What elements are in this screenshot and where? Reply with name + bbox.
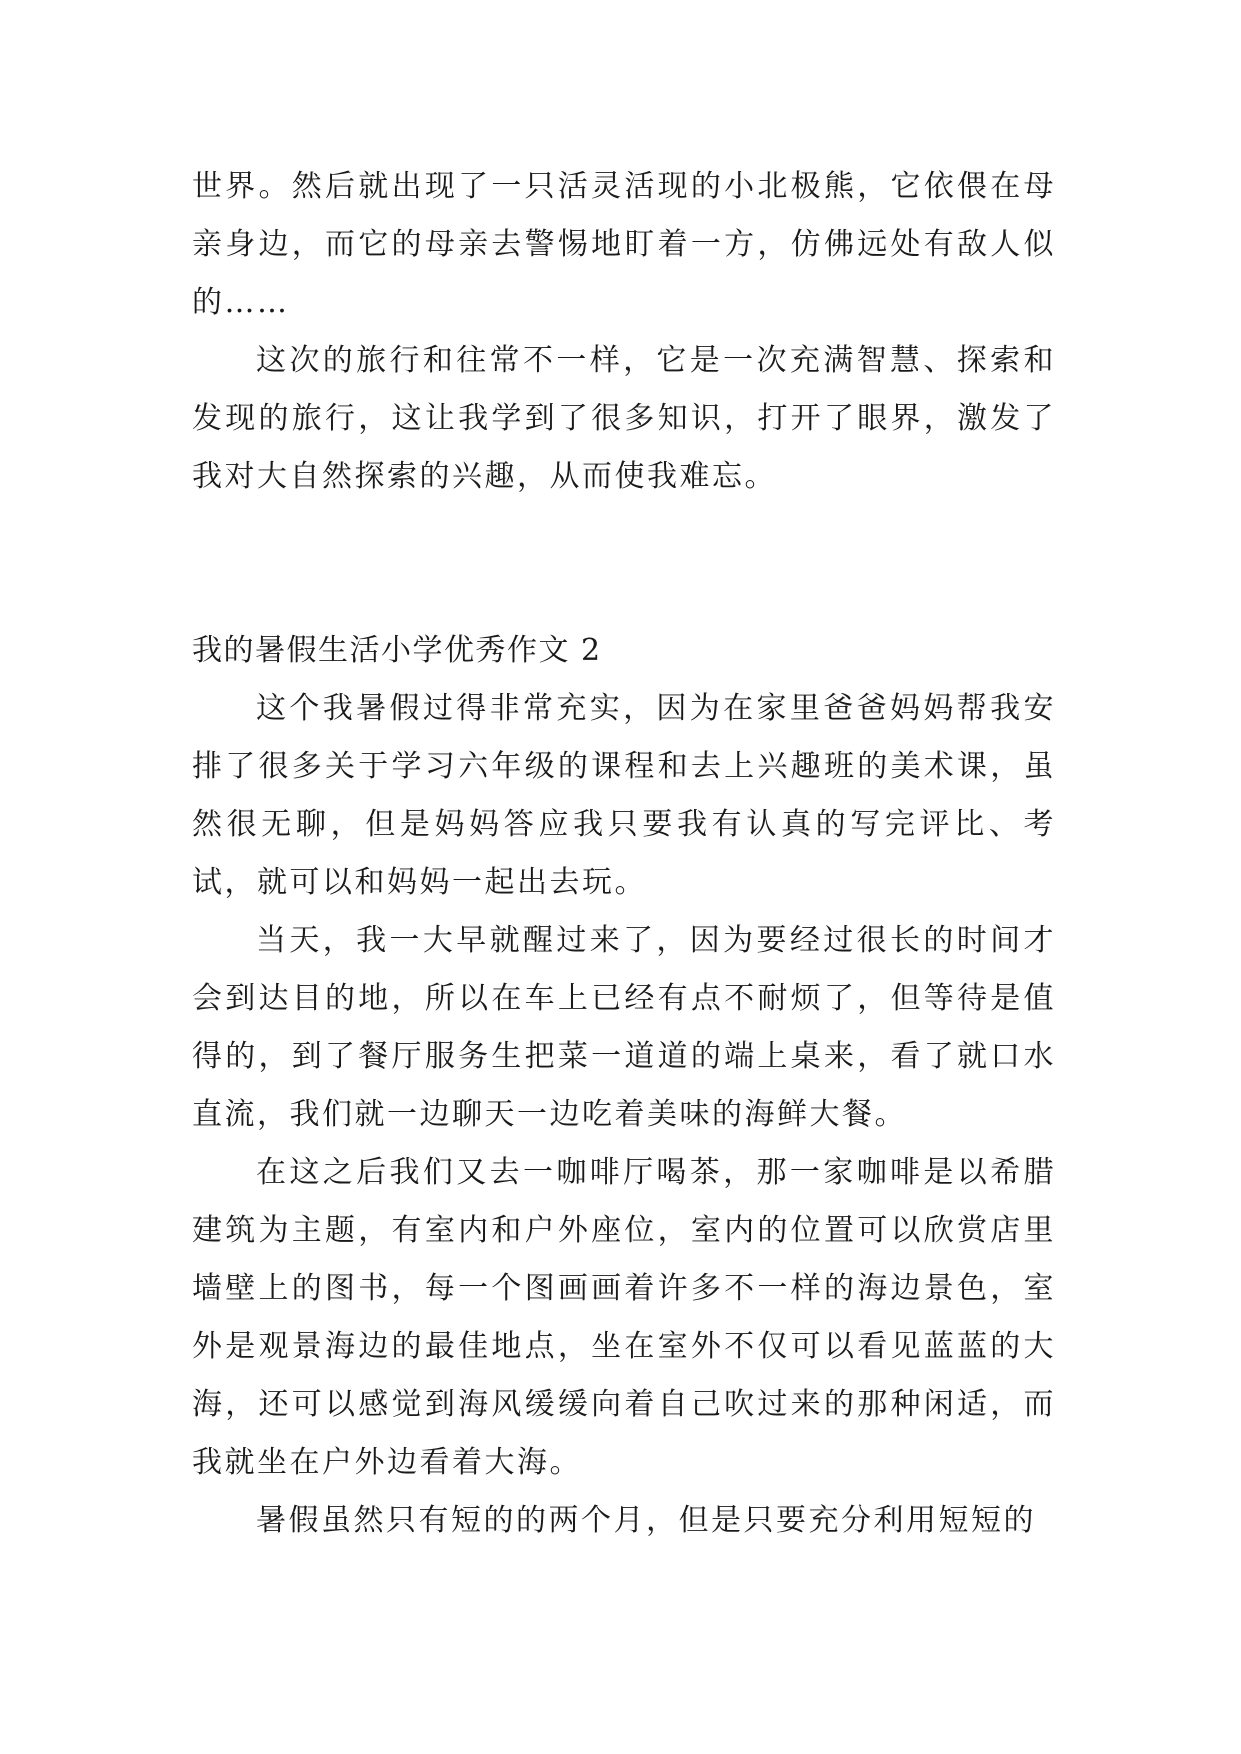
section-title: 我的暑假生活小学优秀作文 2 (192, 633, 602, 668)
paragraph: 这次的旅行和往常不一样，它是一次充满智慧、探索和发现的旅行，这让我学到了很多知识，打开了眼界，激发了我对大自然探索的兴趣，从而使我难忘。 (192, 343, 1056, 494)
paragraph: 在这之后我们又去一咖啡厅喝茶，那一家咖啡是以希腊建筑为主题，有室内和户外座位，室内的位置可以欣赏店里墙壁上的图书，每一个图画画着许多不一样的海边景色，室外是观景海边的最佳地点，坐在室外不仅可以看见蓝蓝的大海，还可以感觉到海风缓缓向着自己吹过来的那种闲适，而我就坐在户外边看着大海。 (192, 1155, 1056, 1480)
paragraph: 当天，我一大早就醒过来了，因为要经过很长的时间才会到达目的地，所以在车上已经有点不耐烦了，但等待是值得的，到了餐厅服务生把菜一道道的端上桌来，看了就口水直流，我们就一边聊天一边吃着美味的海鲜大餐。 (192, 923, 1056, 1132)
paragraph-truncated: 暑假虽然只有短的的两个月，但是只要充分利用短短的 (256, 1503, 1036, 1538)
paragraph: 这个我暑假过得非常充实，因为在家里爸爸妈妈帮我安排了很多关于学习六年级的课程和去上兴趣班的美术课，虽然很无聊，但是妈妈答应我只要我有认真的写完评比、考试，就可以和妈妈一起出去玩。 (192, 691, 1056, 900)
document-body (192, 158, 1056, 1550)
paragraph-continuation: 世界。然后就出现了一只活灵活现的小北极熊，它依偎在母亲身边，而它的母亲去警惕地盯着一方，仿佛远处有敌人似的…… (192, 169, 1056, 320)
section-gap (192, 506, 1056, 622)
